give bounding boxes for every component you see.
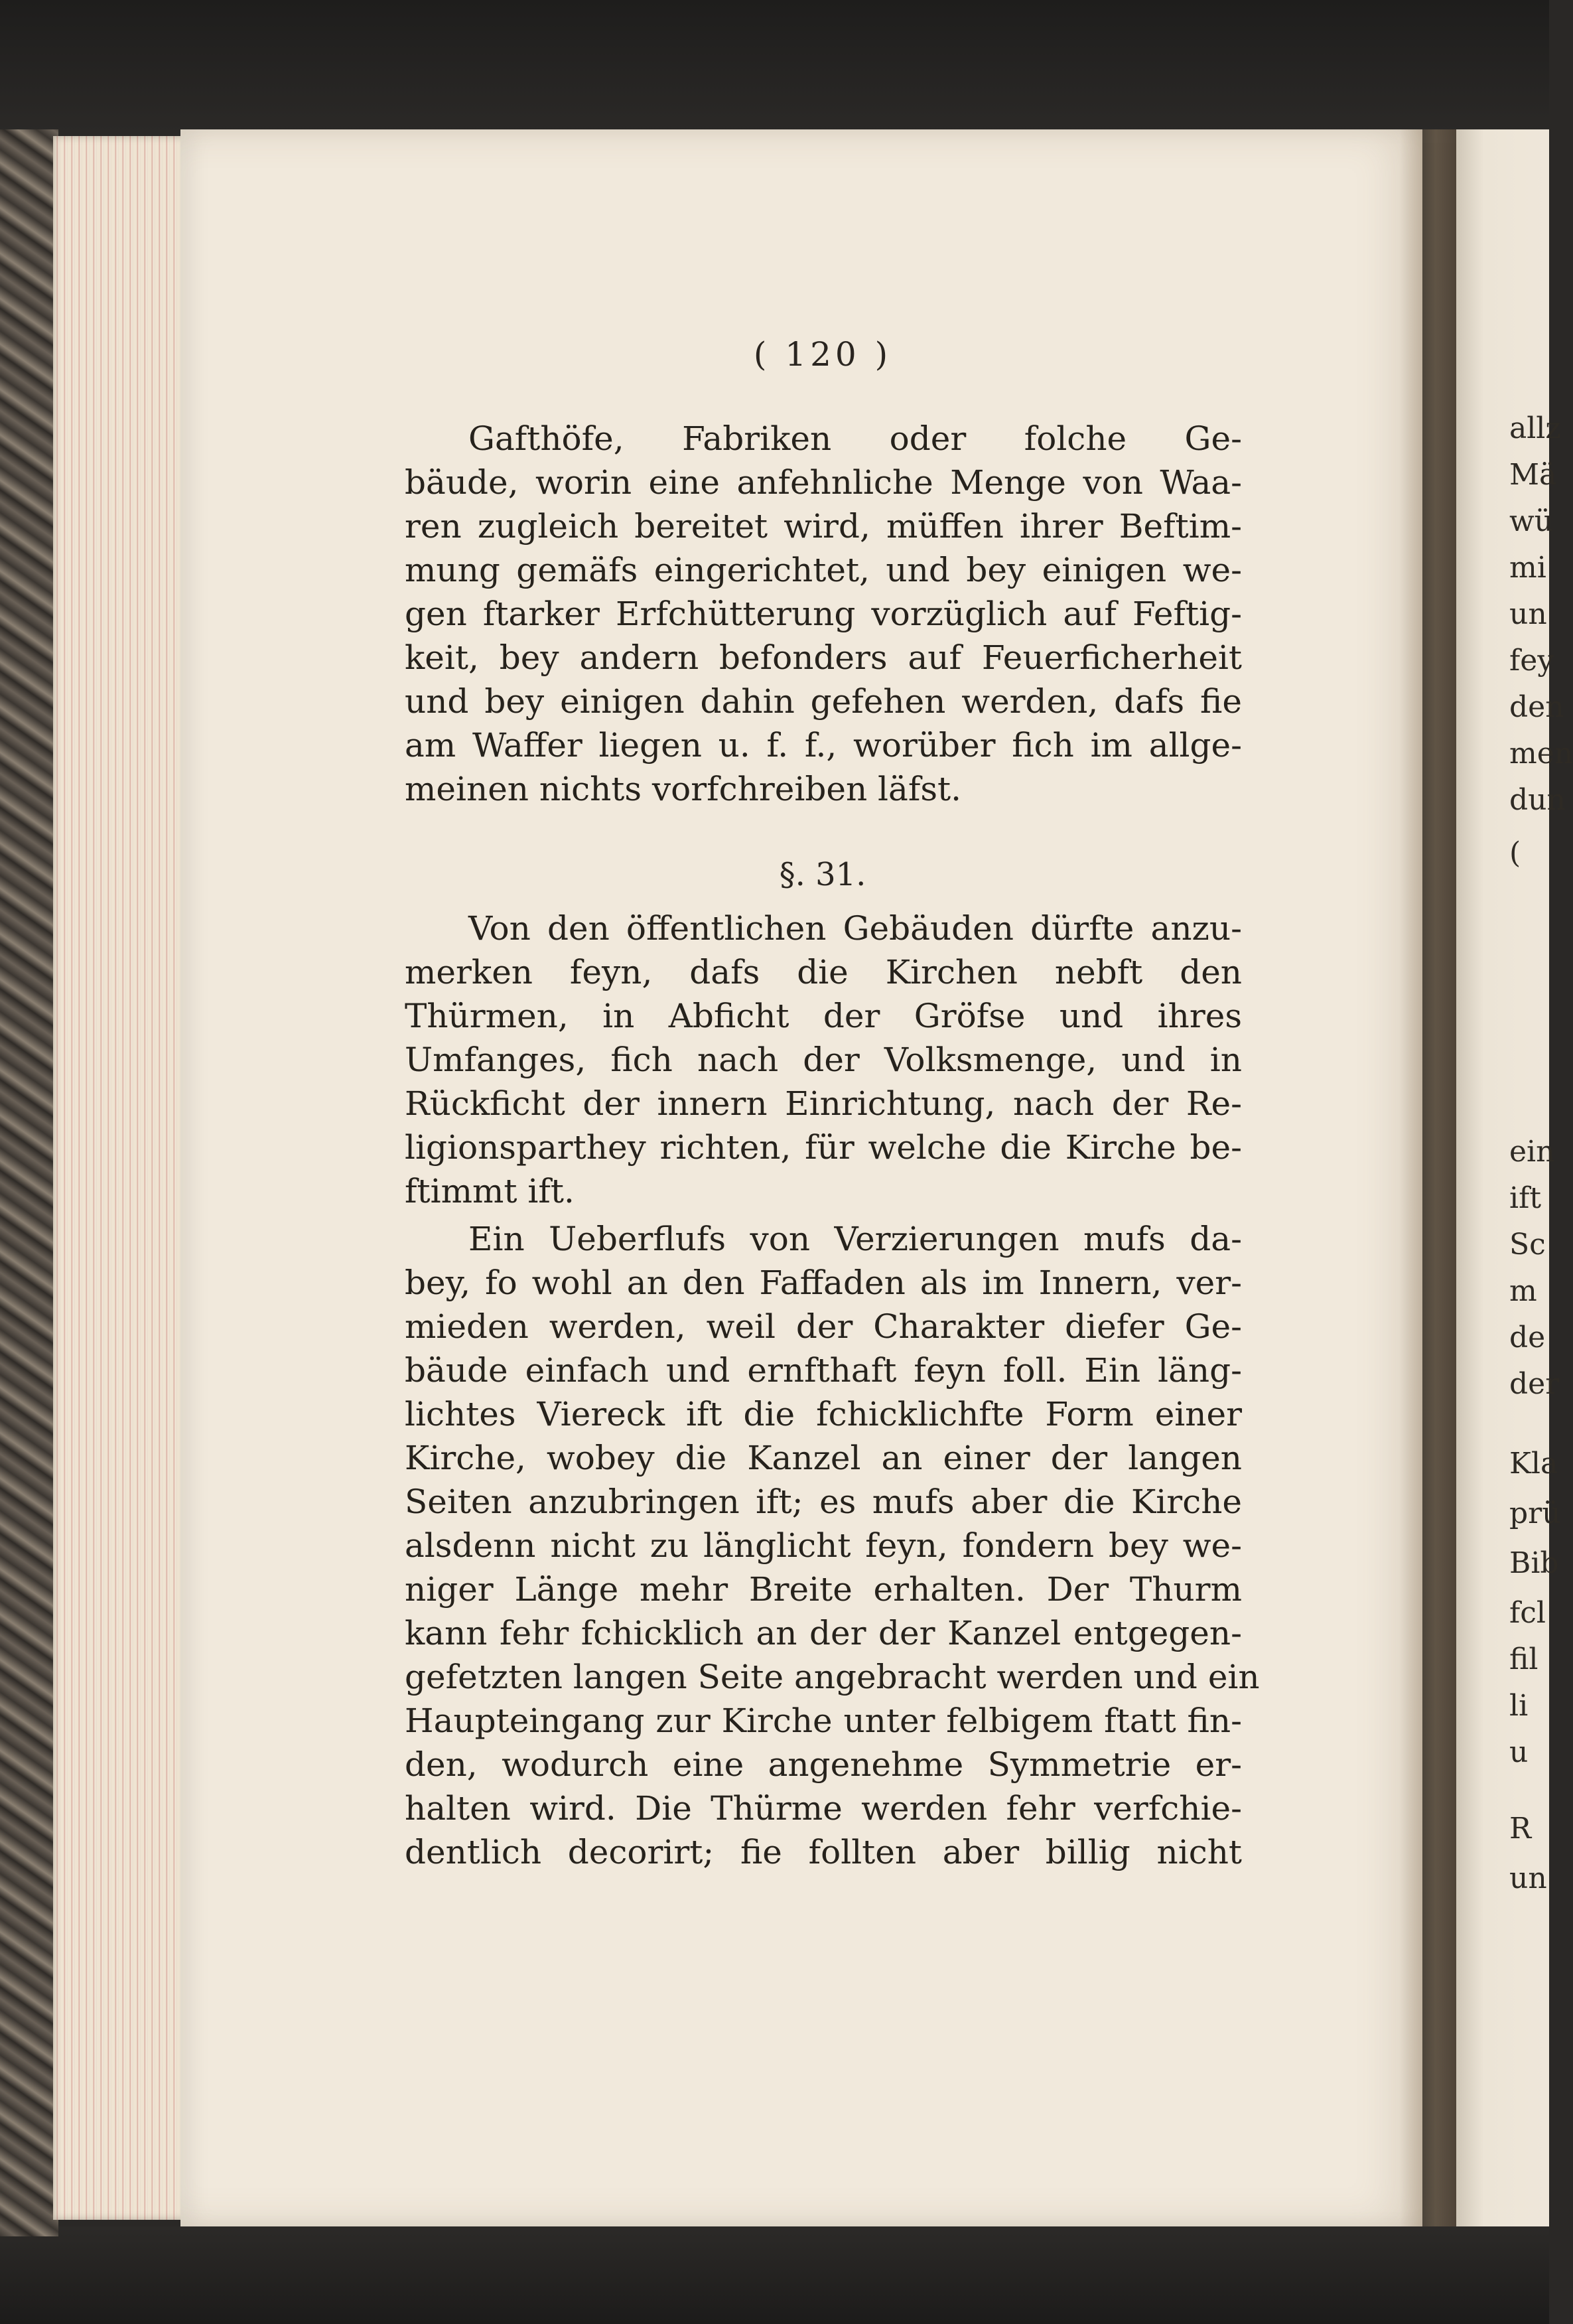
text-line: mung gemäfs eingerichtet, und bey einigen we- — [405, 551, 1242, 589]
facing-page-fragment: mi — [1509, 551, 1546, 585]
text-line: meinen nichts vorfchreiben läfst. — [405, 770, 962, 808]
text-line: ftimmt ift. — [405, 1172, 575, 1210]
background-top — [0, 0, 1549, 143]
facing-page-fragment: Sc — [1509, 1228, 1546, 1262]
text-line: kann fehr fchicklich an der der Kanzel entgegen- — [405, 1614, 1242, 1652]
text-line: ligionsparthey richten, für welche die Kirche be- — [405, 1128, 1242, 1167]
text-line: merken feyn, dafs die Kirchen nebft den — [405, 953, 1242, 991]
text-line: mieden werden, weil der Charakter diefer Ge- — [405, 1307, 1242, 1346]
facing-page-fragment: fey — [1509, 644, 1554, 678]
text-line: keit, bey andern befonders auf Feuerficherheit — [405, 638, 1242, 677]
facing-page-fragment: dun — [1509, 783, 1566, 817]
text-line: Gafthöfe, Fabriken oder folche Ge- — [468, 419, 1242, 458]
text-line: Thürmen, in Abficht der Gröfse und ihres — [405, 997, 1242, 1035]
text-line: und bey einigen dahin gefehen werden, dafs fie — [405, 682, 1242, 721]
facing-page-fragment: fil — [1509, 1642, 1539, 1676]
text-line: ren zugleich bereitet wird, müffen ihrer Beftim- — [405, 507, 1242, 545]
text-line: bey, fo wohl an den Faffaden als im Innern, ver- — [405, 1264, 1242, 1302]
facing-page-fragment: ( — [1509, 836, 1521, 870]
facing-page-fragment: un — [1509, 1861, 1547, 1895]
text-line: niger Länge mehr Breite erhalten. Der Thurm — [405, 1570, 1242, 1609]
text-line: alsdenn nicht zu länglicht feyn, fondern bey we- — [405, 1526, 1242, 1565]
text-line: Haupteingang zur Kirche unter felbigem ftatt fin- — [405, 1702, 1242, 1740]
facing-page-fragment: u — [1509, 1735, 1529, 1769]
section-heading: §. 31. — [779, 856, 866, 893]
facing-page-fragment: m — [1509, 1274, 1537, 1308]
text-line: halten wird. Die Thürme werden fehr verfchie- — [405, 1789, 1242, 1828]
text-line: gen ftarker Erfchütterung vorzüglich auf Feftig- — [405, 595, 1242, 633]
facing-page-fragment: prü — [1509, 1496, 1561, 1530]
text-line: Ein Ueberflufs von Verzierungen mufs da- — [468, 1220, 1242, 1258]
page-edges — [53, 136, 186, 2220]
book-cover-edge — [0, 129, 58, 2236]
text-line: Von den öffentlichen Gebäuden dürfte anzu- — [468, 909, 1242, 948]
facing-page-fragment: allz — [1509, 411, 1561, 445]
facing-page-fragment: der — [1509, 1367, 1560, 1401]
text-line: Seiten anzubringen ift; es mufs aber die Kirche — [405, 1483, 1242, 1521]
facing-page-fragment: den — [1509, 690, 1564, 724]
text-line: Umfanges, fich nach der Volksmenge, und in — [405, 1041, 1242, 1079]
facing-page-fragment: fcl — [1509, 1596, 1546, 1630]
facing-page-fragment: Bib — [1509, 1546, 1559, 1580]
facing-page-fragment: de — [1509, 1321, 1546, 1354]
facing-page-fragment: Kla — [1509, 1447, 1558, 1481]
text-line: am Waffer liegen u. f. f., worüber fich im allge- — [405, 726, 1242, 764]
background-bottom — [0, 2226, 1549, 2324]
book-gutter — [1400, 129, 1460, 2226]
text-line: den, wodurch eine angenehme Symmetrie er- — [405, 1745, 1242, 1784]
facing-page-fragment: ift — [1509, 1181, 1542, 1215]
text-line: dentlich decorirt; fie follten aber billig nicht — [405, 1833, 1242, 1871]
facing-page-fragment: R — [1509, 1812, 1532, 1846]
text-line: Rückficht der innern Einrichtung, nach der Re- — [405, 1084, 1242, 1123]
text-line: bäude einfach und ernfthaft feyn foll. Ein läng- — [405, 1351, 1242, 1390]
facing-page-fragment: li — [1509, 1689, 1529, 1723]
text-line: Kirche, wobey die Kanzel an einer der langen — [405, 1439, 1242, 1477]
running-head: ( 120 ) — [753, 335, 892, 374]
text-line: gefetzten langen Seite angebracht werden und ein — [405, 1658, 1260, 1696]
facing-page-fragment: men — [1509, 737, 1573, 770]
facing-page-fragment: un — [1509, 597, 1547, 631]
facing-page-fragment: Mä — [1509, 458, 1557, 492]
facing-page-fragment: ein — [1509, 1135, 1555, 1169]
text-line: lichtes Viereck ift die fchicklichfte Form einer — [405, 1395, 1242, 1433]
text-line: bäude, worin eine anfehnliche Menge von Waa- — [405, 463, 1242, 502]
facing-page-fragment: wü — [1509, 504, 1553, 538]
